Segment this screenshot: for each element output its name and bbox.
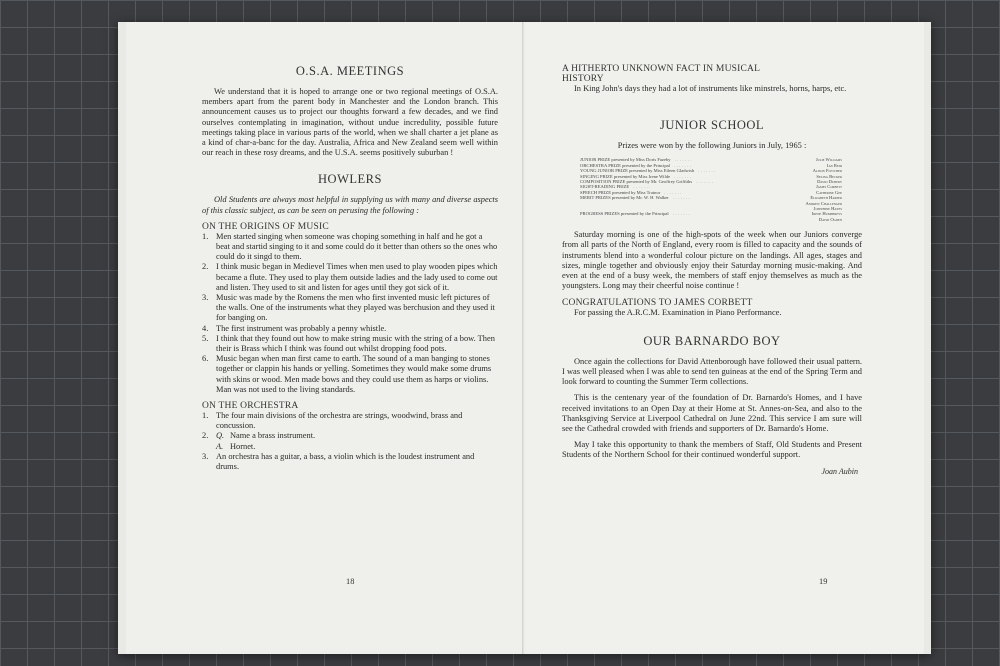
list-item: 3. Music was made by the Romens the men who first invented music left pictures of the walls. One of the instruments what they played was berchusion and they used it for banging on. — [202, 293, 495, 323]
prize-row: SPEECH PRIZE presented by Miss Trainor ....... Catherine Gee — [580, 189, 842, 195]
prize-row: SIGHT-READING PRIZE ....... James Corbett — [580, 184, 842, 190]
prize-row: YOUNG JUNIOR PRIZE presented by Miss Eileen Gladwish ....... Alison Fletcher — [580, 168, 842, 174]
prize-row: MERIT PRIZES presented by Mr. W. H. Walker ....... Elizabeth Harper — [580, 195, 842, 201]
prize-row: Andrew Challenger — [805, 200, 842, 206]
list-item: 6. Music began when man first came to earth. The sound of a man banging to stones together or clappin his hands or yelling. Sometimes they would make some drums with skins or wood. Men made bows and they could use them as harps or violins. Man was not used to the living standards. — [202, 354, 492, 394]
list-item: 3. An orchestra has a guitar, a bass, a violin which is the loudest instrument and drums. — [202, 451, 475, 472]
list-item: 4. The first instrument was probably a penny whistle. — [202, 323, 387, 333]
list-item: 1. Men started singing when someone was choping something in half and he got a beat and startid singing to it and some could do it better than others so the ones who could do it singd to them. — [202, 231, 498, 262]
prize-row: PROGRESS PRIZES presented by the Principal ....... Irene Humphreys — [580, 211, 842, 217]
prize-row: SINGING PRIZE presented by Miss Irene Wilde ....... Selina Becker — [580, 173, 842, 179]
left-page — [126, 22, 524, 654]
barnardo-paragraph-3: May I take this opportunity to thank the members of Staff, Old Students and Present Students of the Northern School for their continued wonderful support. — [562, 440, 862, 460]
junior-school-intro: Prizes were won by the following Juniors in July, 1965 : — [617, 141, 807, 151]
list-item: 5. I think that they found out how to make string music with the string of a bow. Then their is Brass which I think was found out whilst dropping food pots. — [202, 333, 495, 354]
congratulations-heading: CONGRATULATIONS TO JAMES CORBETT — [562, 297, 753, 308]
orchestra-list — [202, 411, 498, 472]
howlers-heading: HOWLERS — [318, 172, 382, 187]
origins-list — [202, 232, 498, 395]
congratulations-body: For passing the A.R.C.M. Examination in Piano Performance. — [574, 307, 782, 317]
prize-row: ORCHESTRA PRIZE presented by the Principal ....... Ian Reid — [580, 162, 842, 168]
prize-list — [580, 157, 842, 222]
prize-row: COMPOSITION PRIZE presented by Mr. Geoffrey Griffiths ....... David Dubery — [580, 179, 842, 185]
orchestra-heading: ON THE ORCHESTRA — [202, 401, 299, 412]
list-item: 2. Q. Name a brass instrument. — [202, 431, 316, 441]
osa-meetings-heading: O.S.A. MEETINGS — [295, 64, 405, 78]
answer-line: A. Hornet. — [216, 441, 256, 451]
right-page — [526, 22, 924, 654]
prize-row: Josephine Hayes — [813, 206, 842, 212]
osa-meetings-body: We understand that it is hoped to arrange one or two regional meetings of O.S.A. members apart from the parent body in Manchester and the London branch. This announcement causes us to project our thoughts forward a few decades, and we find ourselves contemplating in imagination, without undue incredulity, possible future meetings taking place in various parts of the world, when we shall charter a jet plane as a kind of char-a-banc for the day. Australia, Africa and New Zealand seem well within our reach in these rosy dreams, and the U.S.A. seems positively suburban ! — [202, 87, 498, 158]
fact-heading: A HITHERTO UNKNOWN FACT IN MUSICAL HISTORY — [562, 64, 760, 84]
right-page-content — [562, 64, 862, 476]
prize-row: JUNIOR PRIZE presented by Miss Doris Fazeby ....... Julie Williams — [580, 157, 842, 163]
junior-school-heading: JUNIOR SCHOOL — [659, 118, 765, 133]
barnardo-paragraph-2: This is the centenary year of the foundation of Dr. Barnardo's Homes, and I have received invitations to an Open Day at their Home at St. Annes-on-Sea, and also to the Thanksgiving Service at Liverpool Cathedral on June 22nd. This service I am sure will see the Cathedral crowded with friends and supporters of Dr. Barnardo's Home. — [562, 393, 862, 433]
signature: Joan Aubin — [821, 466, 858, 476]
junior-school-body: Saturday morning is one of the high-spots of the week when our Juniors converge from all parts of the North of England, every room is filled to capacity and the sounds of instruments blend into a wonderful colour picture on the landings. All ages, stages and sizes, mingle together and obviously enjoy their Saturday morning music-making. And even at the end of a busy week, the members of staff enjoy themselves as much as the youngsters. Long may their cheerful noise continue ! — [562, 230, 862, 291]
page-number: 18 — [346, 577, 355, 586]
page-number: 19 — [819, 577, 828, 586]
fact-body: In King John's days they had a lot of instruments like minstrels, horns, harps, etc. — [574, 84, 847, 93]
prize-row: David Ogden — [818, 216, 842, 222]
list-item: 2. I think music began in Medievel Times when men used to play wooden pipes which became a flute. They used to play them outside ladies and the lady used to come out and listen. They used to sit and listen for ages until they got sick of it. — [202, 262, 498, 292]
list-item: 1. The four main divisions of the orchestra are strings, woodwind, brass and concussion. — [202, 411, 463, 431]
origins-of-music-heading: ON THE ORIGINS OF MUSIC — [202, 221, 329, 232]
barnardo-heading: OUR BARNARDO BOY — [643, 333, 781, 348]
left-page-content — [202, 64, 498, 478]
open-booklet — [118, 22, 931, 654]
barnardo-paragraph-1: Once again the collections for David Attenborough have followed their usual pattern. I was well pleased when I was able to send ten guineas at the end of the Spring Term and look forward to counting the Summer Term collections. — [562, 356, 862, 387]
howlers-intro: Old Students are always most helpful in supplying us with many and diverse aspects of this classic subject, as can be seen on perusing the following : — [202, 195, 498, 215]
